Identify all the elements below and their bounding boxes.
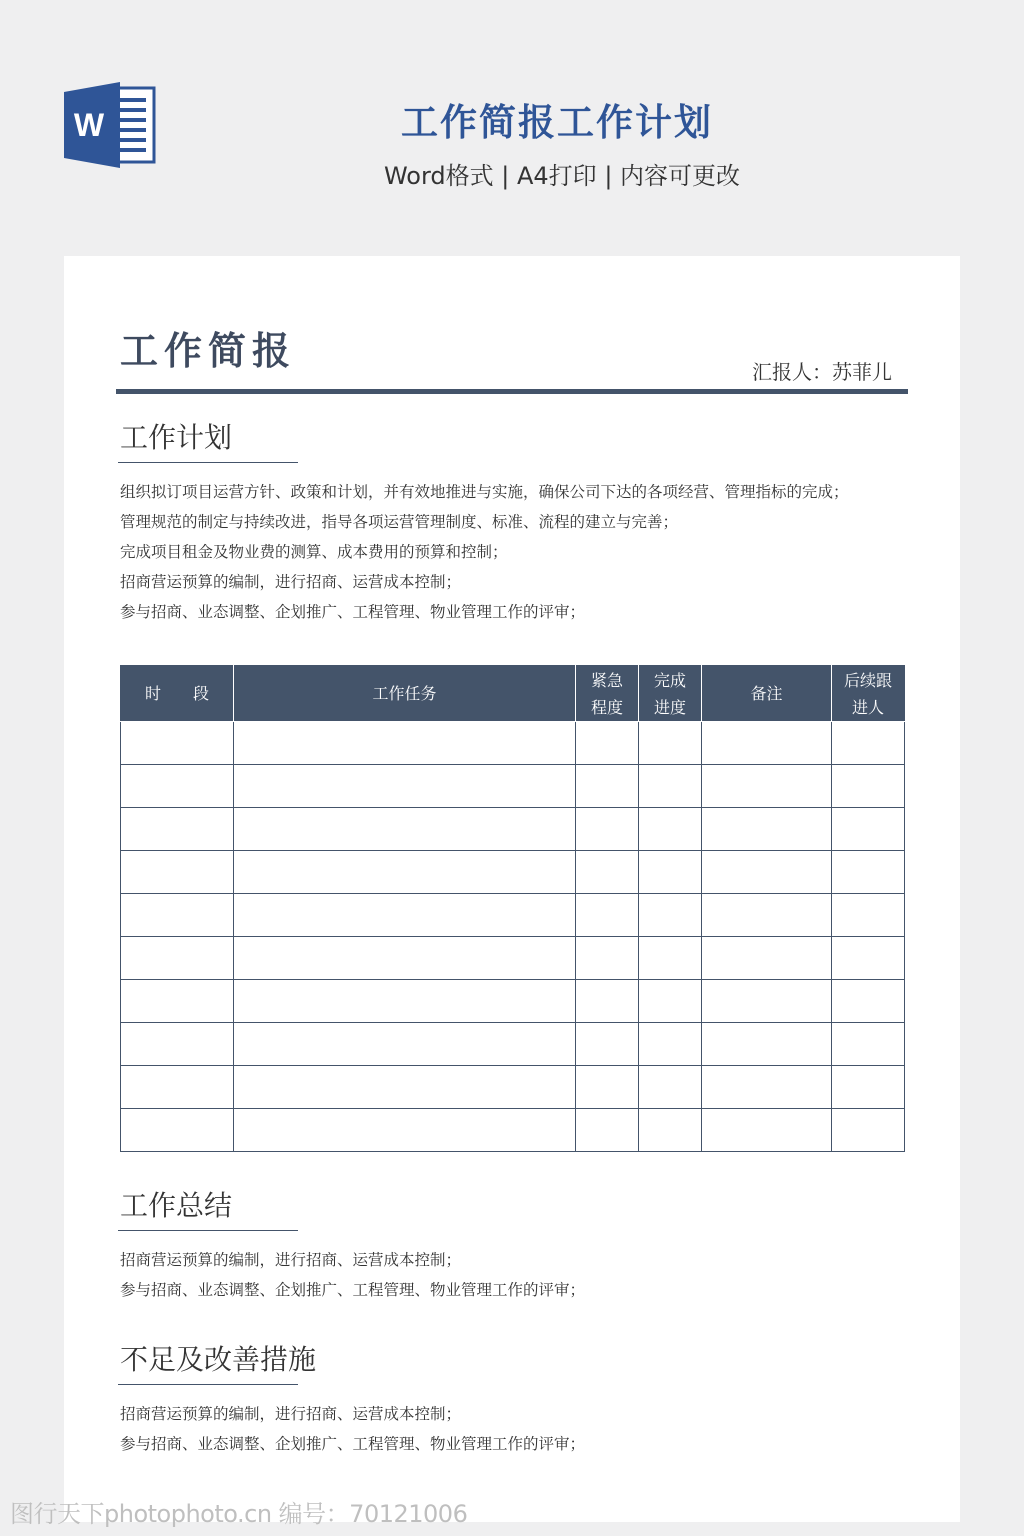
col-header-period: 时 段 <box>121 666 234 722</box>
table-cell[interactable] <box>702 894 832 937</box>
table-cell[interactable] <box>702 1109 832 1152</box>
table-cell[interactable] <box>639 980 702 1023</box>
table-cell[interactable] <box>702 765 832 808</box>
banner-title: 工作简报工作计划 <box>401 101 713 144</box>
table-cell[interactable] <box>832 894 905 937</box>
table-cell[interactable] <box>121 808 234 851</box>
table-cell[interactable] <box>234 808 576 851</box>
table-row <box>121 808 905 851</box>
table-cell[interactable] <box>702 1066 832 1109</box>
table-cell[interactable] <box>121 1023 234 1066</box>
plan-line: 组织拟订项目运营方针、政策和计划，并有效地推进与实施，确保公司下达的各项经营、管理指标的完成； <box>120 483 849 501</box>
table-cell[interactable] <box>121 1066 234 1109</box>
table-cell[interactable] <box>702 851 832 894</box>
plan-line: 完成项目租金及物业费的测算、成本费用的预算和控制； <box>120 543 508 561</box>
section-heading-summary: 工作总结 <box>120 1189 233 1222</box>
table-cell[interactable] <box>234 1066 576 1109</box>
word-logo-letter: W <box>73 107 105 143</box>
table-cell[interactable] <box>639 894 702 937</box>
table-cell[interactable] <box>234 980 576 1023</box>
section-divider-summary <box>118 1230 298 1231</box>
table-row <box>121 851 905 894</box>
plan-line: 招商营运预算的编制，进行招商、运营成本控制； <box>120 573 462 591</box>
table-cell[interactable] <box>639 851 702 894</box>
table-cell[interactable] <box>234 1023 576 1066</box>
improve-text <box>120 1399 585 1459</box>
col-header-progress: 完成 进度 <box>639 666 702 722</box>
col-header-notes: 备注 <box>702 666 832 722</box>
improve-line: 参与招商、业态调整、企划推广、工程管理、物业管理工作的评审； <box>120 1435 586 1453</box>
table-cell[interactable] <box>576 894 639 937</box>
table-cell[interactable] <box>121 1109 234 1152</box>
table-cell[interactable] <box>234 1109 576 1152</box>
section-heading-plan: 工作计划 <box>120 421 233 454</box>
title-divider <box>116 389 908 394</box>
col-header-followup: 后续跟 进人 <box>832 666 905 722</box>
table-cell[interactable] <box>639 765 702 808</box>
table-cell[interactable] <box>234 722 576 765</box>
table-cell[interactable] <box>832 722 905 765</box>
table-cell[interactable] <box>832 765 905 808</box>
table-cell[interactable] <box>234 894 576 937</box>
table-row <box>121 1023 905 1066</box>
table-body <box>121 722 905 1152</box>
table-cell[interactable] <box>576 980 639 1023</box>
table-cell[interactable] <box>576 808 639 851</box>
plan-text <box>120 477 849 627</box>
table-cell[interactable] <box>121 980 234 1023</box>
table-cell[interactable] <box>832 1066 905 1109</box>
table-row <box>121 980 905 1023</box>
table-cell[interactable] <box>639 937 702 980</box>
section-heading-improve: 不足及改善措施 <box>120 1343 317 1376</box>
table-cell[interactable] <box>832 980 905 1023</box>
improve-line: 招商营运预算的编制，进行招商、运营成本控制； <box>120 1405 462 1423</box>
table-cell[interactable] <box>576 1109 639 1152</box>
work-plan-table <box>120 665 905 1152</box>
table-cell[interactable] <box>702 808 832 851</box>
table-cell[interactable] <box>832 937 905 980</box>
table-cell[interactable] <box>576 722 639 765</box>
banner-subtitle: Word格式 | A4打印 | 内容可更改 <box>383 162 741 190</box>
watermark: 图行天下photophoto.cn 编号：70121006 <box>10 1500 468 1528</box>
table-cell[interactable] <box>832 1023 905 1066</box>
table-cell[interactable] <box>576 851 639 894</box>
plan-line: 管理规范的制定与持续改进，指导各项运营管理制度、标准、流程的建立与完善； <box>120 513 679 531</box>
table-cell[interactable] <box>121 765 234 808</box>
table-cell[interactable] <box>576 937 639 980</box>
table-header-row <box>121 666 905 722</box>
table-cell[interactable] <box>576 1023 639 1066</box>
section-divider-improve <box>118 1384 298 1385</box>
table-row <box>121 1109 905 1152</box>
table-row <box>121 722 905 765</box>
reporter-label: 汇报人：苏菲儿 <box>752 360 892 384</box>
table-cell[interactable] <box>702 1023 832 1066</box>
table-cell[interactable] <box>702 937 832 980</box>
table-cell[interactable] <box>234 937 576 980</box>
table-cell[interactable] <box>639 1023 702 1066</box>
table-cell[interactable] <box>832 1109 905 1152</box>
table-row <box>121 765 905 808</box>
table-cell[interactable] <box>639 808 702 851</box>
table-cell[interactable] <box>121 937 234 980</box>
document-page <box>64 256 960 1522</box>
table-row <box>121 894 905 937</box>
summary-text <box>120 1245 585 1305</box>
table-cell[interactable] <box>832 851 905 894</box>
table-row <box>121 937 905 980</box>
table-cell[interactable] <box>702 980 832 1023</box>
plan-line: 参与招商、业态调整、企划推广、工程管理、物业管理工作的评审； <box>120 603 586 621</box>
col-header-urgency: 紧急 程度 <box>576 666 639 722</box>
section-divider-plan <box>118 462 298 463</box>
table-cell[interactable] <box>234 765 576 808</box>
summary-line: 招商营运预算的编制，进行招商、运营成本控制； <box>120 1251 462 1269</box>
table-cell[interactable] <box>832 808 905 851</box>
table-cell[interactable] <box>121 851 234 894</box>
table-row <box>121 1066 905 1109</box>
table-cell[interactable] <box>639 722 702 765</box>
table-cell[interactable] <box>234 851 576 894</box>
table-cell[interactable] <box>639 1066 702 1109</box>
summary-line: 参与招商、业态调整、企划推广、工程管理、物业管理工作的评审； <box>120 1281 586 1299</box>
table-cell[interactable] <box>702 722 832 765</box>
col-header-task: 工作任务 <box>234 666 576 722</box>
table-cell[interactable] <box>121 894 234 937</box>
table-cell[interactable] <box>121 722 234 765</box>
table-cell[interactable] <box>639 1109 702 1152</box>
table-cell[interactable] <box>576 1066 639 1109</box>
table-cell[interactable] <box>576 765 639 808</box>
document-title: 工作简报 <box>120 329 297 373</box>
